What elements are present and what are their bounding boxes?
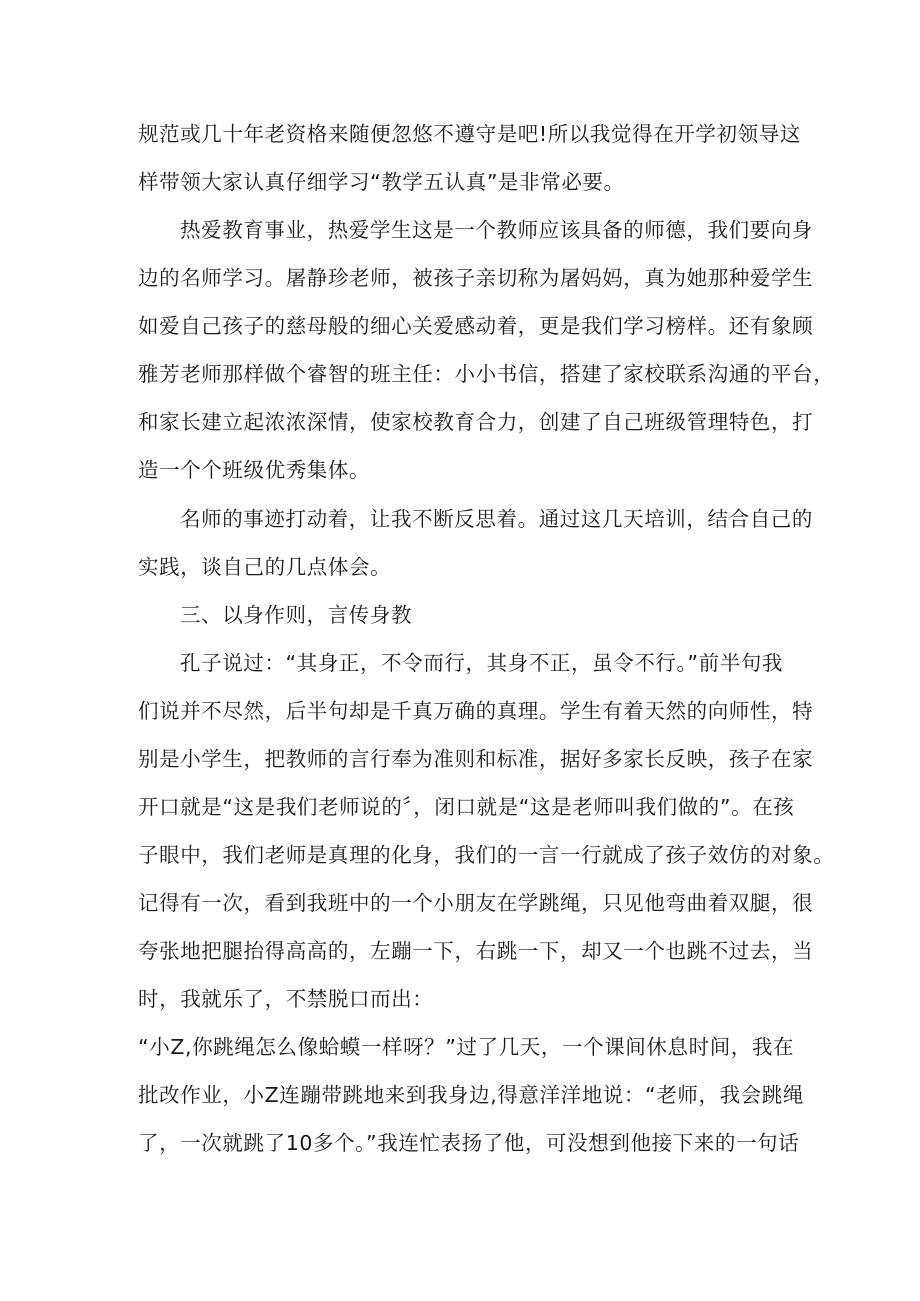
- text-line: 实践，谈自己的几点体会。: [138, 555, 392, 579]
- text-line: 造一个个班级优秀集体。: [138, 458, 371, 482]
- text-line: 如爱自己孩子的慈母般的细心关爱感动着，更是我们学习榜样。还有象顾: [138, 314, 814, 338]
- text-line: 开口就是“这是我们老师说的〞，闭口就是“这是老师叫我们做的”。在孩: [138, 795, 795, 819]
- text-line: 了，一次就跳了10多个。”我连忙表扬了他，可没想到他接下来的一句话: [138, 1131, 800, 1155]
- text-line: 和家长建立起浓浓深情，使家校教育合力，创建了自己班级管理特色，打: [138, 410, 814, 434]
- text-line: 规范或几十年老资格来随便忽悠不遵守是吧!所以我觉得在开学初领导这: [138, 122, 801, 146]
- text-line: 边的名师学习。屠静珍老师，被孩子亲切称为屠妈妈，真为她那种爱学生: [138, 266, 814, 290]
- section-heading: 三、以身作则，言传身教: [180, 603, 413, 627]
- text-line: 名师的事迹打动着，让我不断反思着。通过这几天培训，结合自己的: [180, 507, 813, 531]
- text-line: 时，我就乐了，不禁脱口而出：: [138, 987, 434, 1011]
- text-line: 样带领大家认真仔细学习“教学五认真”是非常必要。: [138, 170, 625, 194]
- text-line: 别是小学生，把教师的言行奉为准则和标准，据好多家长反映，孩子在家: [138, 747, 814, 771]
- text-line: 们说并不尽然，后半句却是千真万确的真理。学生有着天然的向师性，特: [138, 699, 814, 723]
- text-line: 批改作业，小Z连蹦带跳地来到我身边,得意洋洋地说：“老师，我会跳绳: [138, 1083, 804, 1107]
- text-line: 夸张地把腿抬得高高的，左蹦一下，右跳一下，却又一个也跳不过去，当: [138, 939, 814, 963]
- text-line: “小Z,你跳绳怎么像蛤蟆一样呀？”过了几天，一个课间休息时间，我在: [138, 1035, 795, 1059]
- text-line: 记得有一次，看到我班中的一个小朋友在学跳绳，只见他弯曲着双腿，很: [138, 891, 814, 915]
- text-line: 雅芳老师那样做个睿智的班主任：小小书信，搭建了家校联系沟通的平台，: [138, 362, 835, 386]
- text-line: 热爱教育事业，热爱学生这是一个教师应该具备的师德，我们要向身: [180, 218, 813, 242]
- text-line: 孔子说过：“其身正，不令而行，其身不正，虽令不行。”前半句我: [180, 651, 783, 675]
- text-line: 子眼中，我们老师是真理的化身，我们的一言一行就成了孩子效仿的对象。: [138, 843, 835, 867]
